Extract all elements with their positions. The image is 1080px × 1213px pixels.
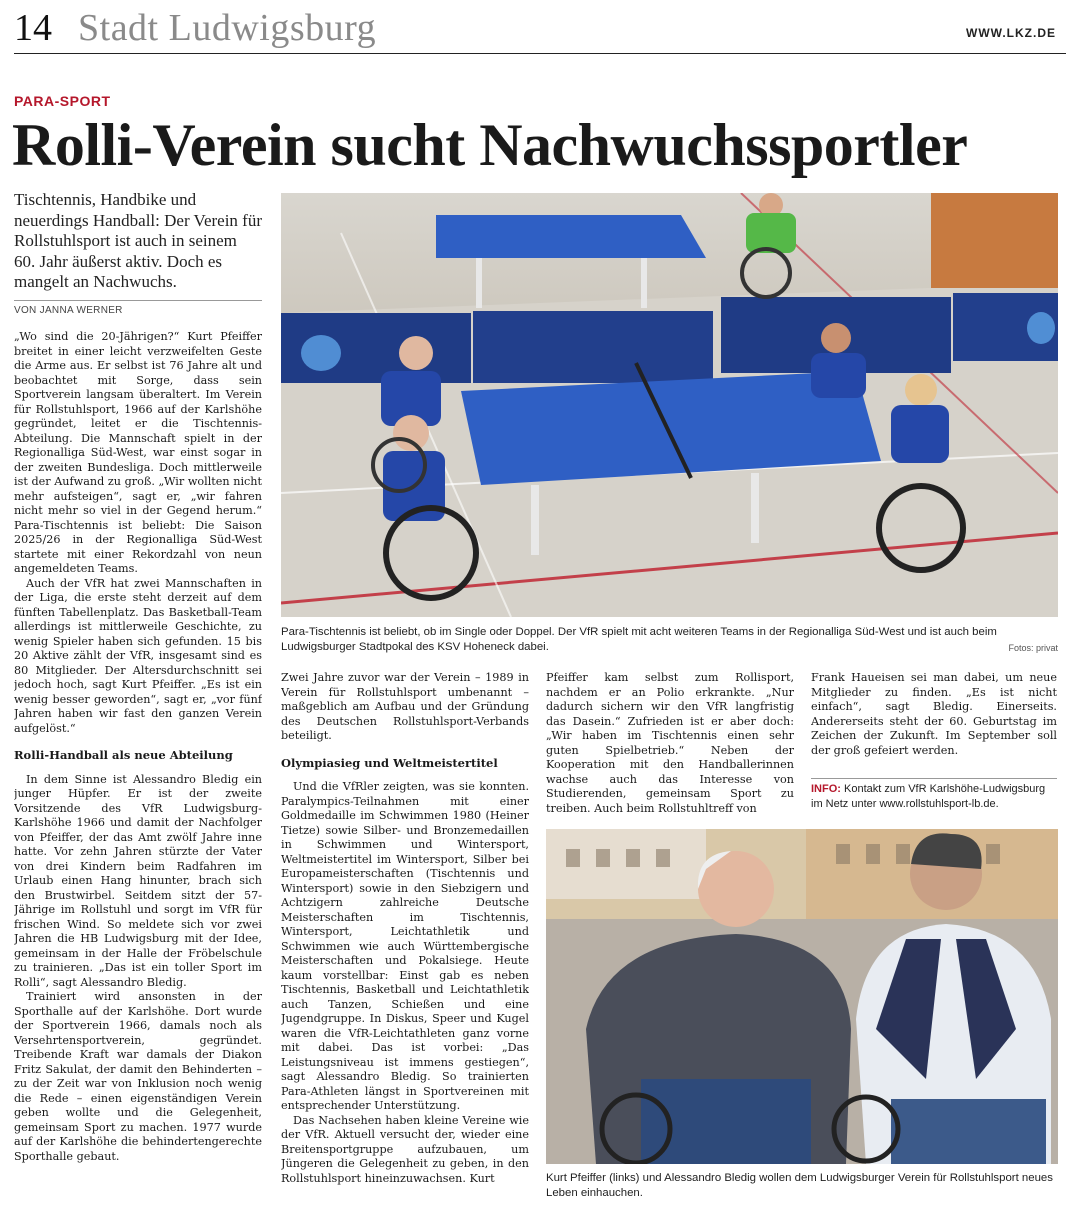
info-divider xyxy=(811,778,1057,779)
paragraph: In dem Sinne ist Alessandro Bledig ein junger Hüpfer. Er ist der zweite Vorsitzende des VfR Ludwigsburg-Karlshöhe 1966 und damit der Nachfolger von Pfeiffer, der das Amt zwölf Jahre inne hatte. Vor zehn Jahren stürzte der Vater von drei Kindern beim Radfahren im Urlaub einen Hang hinunter, brach sich den Brustwirbel. Seitdem sitzt der 57-Jährige im Rollstuhl und sorgt im VfR für frischen Wind. So meldete sich vor zwei Jahren die HB Ludwigsburg mit der Idee, gemeinsam in der Halle der Fröbelschule zu trainieren. „Das ist ein toller Sport im Rolli“, sagt Alessandro Bledig. xyxy=(14,772,262,989)
article-byline: VON JANNA WERNER xyxy=(14,305,123,316)
photo-portrait xyxy=(546,829,1058,1164)
article-headline: Rolli-Verein sucht Nachwuchssportler xyxy=(12,112,968,178)
byline-divider xyxy=(14,300,262,301)
info-text[interactable]: Kontakt zum VfR Karlshöhe-Ludwigsburg im Netz unter www.rollstuhlsport-lb.de. xyxy=(811,783,1046,810)
article-teaser: Tischtennis, Handbike und neuerdings Handball: Der Verein für Rollstuhlsport ist auch in seinem 60. Jahr äußerst aktiv. Doch es mangelt an Nachwuchs. xyxy=(14,190,262,291)
info-box xyxy=(811,782,1057,812)
subheading: Rolli-Handball als neue Abteilung xyxy=(14,748,233,762)
photo-caption-2: Kurt Pfeiffer (links) und Alessandro Bledig wollen dem Ludwigsburger Verein für Rollstuhlsport neues Leben einhauchen. xyxy=(546,1172,1053,1199)
masthead xyxy=(14,4,1066,54)
paragraph: Pfeiffer kam selbst zum Rollisport, nachdem er an Polio erkrankte. „Nur dadurch sichern wir den VfR langfristig das Dasein.“ Zufrieden ist er aber doch: „Wir haben im Tischtennis einen sehr guten Spielbetrieb.“ Neben der Kooperation mit den Handballerinnen wachse auch das Interesse von Studierenden, gemeinsam Sport zu treiben. Auch beim Rollstuhltreff von xyxy=(546,671,794,815)
photo-credit: Fotos: privat xyxy=(1008,643,1058,653)
page-number: 14 xyxy=(14,7,52,49)
paragraph: Frank Haueisen sei man dabei, um neue Mitglieder zu finden. „Es ist nicht einfach“, sagt Bledig. Einerseits. Andererseits steht der 60. Geburtstag im Zeichen der Zukunft. Im September soll der groß gefeiert werden. xyxy=(811,671,1057,757)
paragraph: Das Nachsehen haben kleine Vereine wie der VfR. Aktuell versucht der, wieder eine Breitensportgruppe aufzubauen, um Jüngeren die Gelegenheit zu geben, in den Rollstuhlsport hineinzuwachsen. Kurt xyxy=(281,1113,529,1185)
subheading: Olympiasieg und Weltmeistertitel xyxy=(281,755,498,770)
article-column-4 xyxy=(811,671,1057,771)
article-column-1 xyxy=(14,330,262,1204)
portrait-scene xyxy=(546,829,1058,1164)
paragraph: Und die VfRler zeigten, was sie konnten. Paralympics-Teilnahmen mit einer Goldmedaille im Schwimmen 1980 (Heiner Tietze) sowie Silber- und Bronzemedaillen in Schwimmen und Wintersport, Weltmeistertitel im Wintersport, Silber bei Europameisterschaften (Tischtennis und Wintersport) sowie in den Siebzigern und Achtzigern zahlreiche Deutsche Meisterschaften im Tischtennis, Wintersport, Leichtathletik und Schwimmen wie auch Württembergische Meisterschaften und Pokalsiege. Heute kaum vorstellbar: Einst gab es neben Tischtennis, Basketball und Leichtathletik auch Tanzen, Schießen und eine Jugendgruppe. In Diskus, Speer und Kugel waren die VfR-Leichtathleten ganz vorne mit dabei. Das ist vorbei: „Das Leistungsniveau ist immens gestiegen“, sagt Alessandro Bledig. So trainierten Para-Athleten längst in Sportvereinen mit entsprechender Unterstützung. xyxy=(281,780,529,1112)
photo-table-tennis xyxy=(281,193,1058,617)
site-url[interactable]: WWW.LKZ.DE xyxy=(966,26,1056,40)
paragraph: Zwei Jahre zuvor war der Verein – 1989 in Verein für Rollstuhlsport umbenannt – maßgeblich am Aufbau und der Gründung des Deutschen Rollstuhlsport-Verbands beteiligt. xyxy=(281,671,529,742)
table-tennis-scene xyxy=(281,193,1058,617)
article-column-2 xyxy=(281,671,529,1207)
article-kicker: PARA-SPORT xyxy=(14,93,111,109)
paragraph: „Wo sind die 20-Jährigen?“ Kurt Pfeiffer breitet in einer leicht verzweifelten Geste die Arme aus. Er selbst ist 76 Jahre alt und beobachtet mit Sorge, dass sein Sportverein langsam überaltert. Im Verein für Rollstuhlsport, 1966 auf der Karlshöhe gegründet, leitet er die Tischtennis-Abteilung. Die Mannschaft spielt in der Regionalliga Süd-West, war einst sogar in der zweiten Bundesliga. Doch mittlerweile ist der Aufwand zu groß. „Wir wollten nicht mehr aufsteigen“, sagt er, „wir fahren nicht mehr so viel in der Gegend herum.“ Para-Tischtennis ist beliebt: Die Saison 2025/26 in der Regionalliga Süd-West startete mit einer Rekordzahl von neun angemeldeten Teams. xyxy=(14,330,262,575)
article-column-3 xyxy=(546,671,794,816)
paragraph: Auch der VfR hat zwei Mannschaften in der Liga, die erste steht derzeit auf dem fünften Tabellenplatz. Das Basketball-Team allerdings ist mittlerweile Geschichte, zu wenig Spieler haben sich gefunden. 15 bis 20 Aktive zählt der VfR, insgesamt sind es 80 Mitglieder. Der Altersdurchschnitt sei jedoch hoch, sagt Kurt Pfeiffer. „Es ist ein wenig besser geworden“, sagt er, „vor fünf Jahren haben wir fast den ganzen Verein aufgelöst.“ xyxy=(14,576,262,735)
section-title: Stadt Ludwigsburg xyxy=(78,7,377,49)
paragraph: Trainiert wird ansonsten in der Sporthalle auf der Karlshöhe. Dort wurde der Sportverein 1966, damals noch als Versehrtensportverein, gegründet. Treibende Kraft war damals der Diakon Fritz Sakulat, der damit den Behinderten – zu der Zeit war von Inklusion noch wenig die Rede – einen eigenständigen Verein geben wollte und die Gelegenheit, gemeinsam Sport zu machen. 1977 wurde auf der Karlshöhe die behindertengerechte Sporthalle gebaut. xyxy=(14,990,262,1163)
info-label: INFO: xyxy=(811,783,841,795)
photo-caption-1: Para-Tischtennis ist beliebt, ob im Single oder Doppel. Der VfR spielt mit acht weiteren Teams in der Regionalliga Süd-West und ist auch beim Ludwigsburger Stadtpokal des KSV Hoheneck dabei. xyxy=(281,626,997,653)
